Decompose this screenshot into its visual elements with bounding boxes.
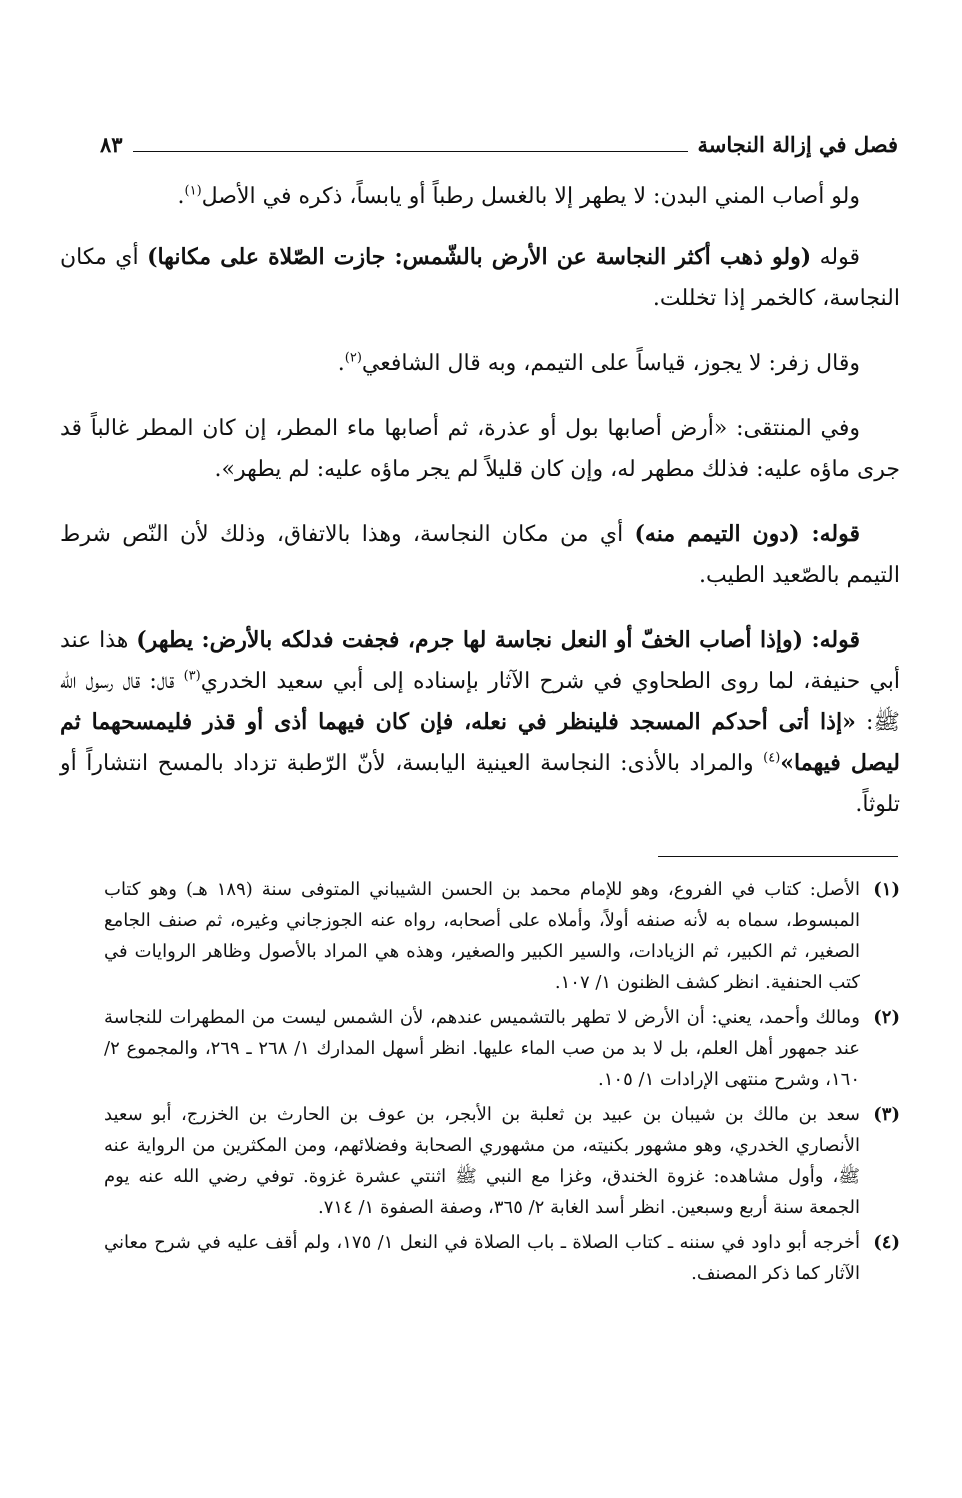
paragraph-1-end: . xyxy=(177,184,185,209)
footnote-3 xyxy=(104,1099,900,1223)
header-rule xyxy=(133,151,688,152)
footnote-text: ومالك وأحمد، يعني: أن الأرض لا تطهر بالتشميس عندهم، لأن الشمس ليست من المطهرات للنجاسة عند جمهور أهل العلم، بل لا بد من صب الماء عليها. انظر أسهل المدارك ١/ ٢٦٨ ـ ٢٦٩، والمجموع ٢/ ١٦٠، وشرح منتهى الإرادات ١/ ١٠٥. xyxy=(104,1007,860,1090)
footnote-4 xyxy=(104,1227,900,1289)
paragraph-5-rest: أي من مكان النجاسة، وهذا بالاتفاق، وذلك لأن النّص شرط التيمم بالصّعيد الطيب. xyxy=(60,522,900,588)
paragraph-2-rest: أي مكان النجاسة، كالخمر إذا تخللت. xyxy=(60,245,900,311)
paragraph-6-hadith: «إذا أتى أحدكم المسجد فلينظر في نعله، فإن كان فيهما أذى أو قذر فليمسحهما ثم ليصل فيهما» xyxy=(60,709,900,776)
paragraph-1-text: ولو أصاب المني البدن: لا يطهر إلا بالغسل رطباً أو يابساً، ذكره في الأصل xyxy=(201,184,860,209)
chapter-title: فصل في إزالة النجاسة xyxy=(697,132,898,157)
paragraph-6-quote: (وإذا أصاب الخفّ أو النعل نجاسة لها جرم، فجفت فدلكه بالأرض: يطهر) xyxy=(136,627,804,653)
paragraph-5-lead: قوله: xyxy=(799,521,860,547)
main-text xyxy=(60,176,900,849)
paragraph-3-text: وقال زفر: لا يجوز، قياساً على التيمم، وبه قال الشافعي xyxy=(361,351,860,376)
paragraph-2-lead: قوله xyxy=(811,245,860,270)
paragraph-6-mid2: قال: قال رسول الله ﷺ: xyxy=(60,669,900,735)
footnote-number: (١) xyxy=(873,879,900,900)
footnote-1 xyxy=(104,874,900,998)
footnote-text: الأصل: كتاب في الفروع، وهو للإمام محمد بن الحسن الشيباني المتوفى سنة (١٨٩ هـ) وهو كتاب المبسوط، سماه به لأنه صنفه أولاً، وأملاه على أصحابه، رواه عنه الجوزجاني وغيره، ثم صنف الجامع الصغير، ثم الكبير، ثم الزيادات، والسير الكبير والصغير، وهذه هي المراد بالأصول وظاهر الروايات في كتب الحنفية. انظر كشف الظنون ١/ ١٠٧. xyxy=(104,879,860,993)
footnote-text: سعد بن مالك بن شيبان بن عبيد بن ثعلبة بن الأبجر، بن عوف بن الحارث بن الخزرج، أبو سعيد الأنصاري الخدري، وهو مشهور بكنيته، من مشهوري الصحابة وفضلائهم، ومن المكثرين من الرواية عنه ﷺ، وأول مشاهده: غزوة الخندق، وغزا مع النبي ﷺ اثنتي عشرة غزوة. توفي رضي الله عنه يوم الجمعة سنة أربع وسبعين. انظر أسد الغابة ٢/ ٣٦٥، وصفة الصفوة ١/ ٧١٤. xyxy=(104,1104,860,1218)
paragraph-4-text: وفي المنتقى: «أرض أصابها بول أو عذرة، ثم أصابها ماء المطر، إن كان المطر غالباً قد جرى ماؤه عليه: فذلك مطهر له، وإن كان قليلاً لم يجر ماؤه عليه: لم يطهر». xyxy=(60,416,900,482)
paragraph-6-rest: والمراد بالأذى: النجاسة العينية اليابسة، لأنّ الرّطبة تزداد بالمسح انتشاراً أو تلوثاً. xyxy=(60,751,900,817)
footnote-ref-3: (٣) xyxy=(183,668,201,684)
footnotes xyxy=(104,874,900,1293)
paragraph-2-quote: (ولو ذهب أكثر النجاسة عن الأرض بالشّمس: جازت الصّلاة على مكانها) xyxy=(147,244,812,270)
footnote-separator xyxy=(658,856,898,857)
paragraph-3 xyxy=(60,343,900,384)
footnote-2 xyxy=(104,1002,900,1095)
footnote-ref-4: (٤) xyxy=(763,750,781,766)
footnote-number: (٤) xyxy=(873,1232,900,1253)
paragraph-6-mid: هذا عند أبي حنيفة، لما روى الطحاوي في شرح الآثار بإسناده إلى أبي سعيد الخدري xyxy=(60,628,900,694)
footnote-ref-2: (٢) xyxy=(344,350,362,366)
paragraph-1 xyxy=(60,176,900,217)
paragraph-5 xyxy=(60,514,900,596)
running-header xyxy=(100,118,898,158)
page-number: ٨٣ xyxy=(100,132,123,157)
paragraph-6 xyxy=(60,620,900,825)
paragraph-2 xyxy=(60,237,900,319)
paragraph-3-end: . xyxy=(337,351,345,376)
footnote-number: (٢) xyxy=(873,1007,900,1028)
paragraph-4 xyxy=(60,408,900,490)
footnote-ref-1: (١) xyxy=(184,183,202,199)
footnote-number: (٣) xyxy=(873,1104,900,1125)
paragraph-5-quote: (دون التيمم منه) xyxy=(634,521,800,547)
footnote-text: أخرجه أبو داود في سننه ـ كتاب الصلاة ـ باب الصلاة في النعل ١/ ١٧٥، ولم أقف عليه في شرح معاني الآثار كما ذكر المصنف. xyxy=(104,1232,860,1284)
paragraph-6-lead: قوله: xyxy=(803,627,861,653)
